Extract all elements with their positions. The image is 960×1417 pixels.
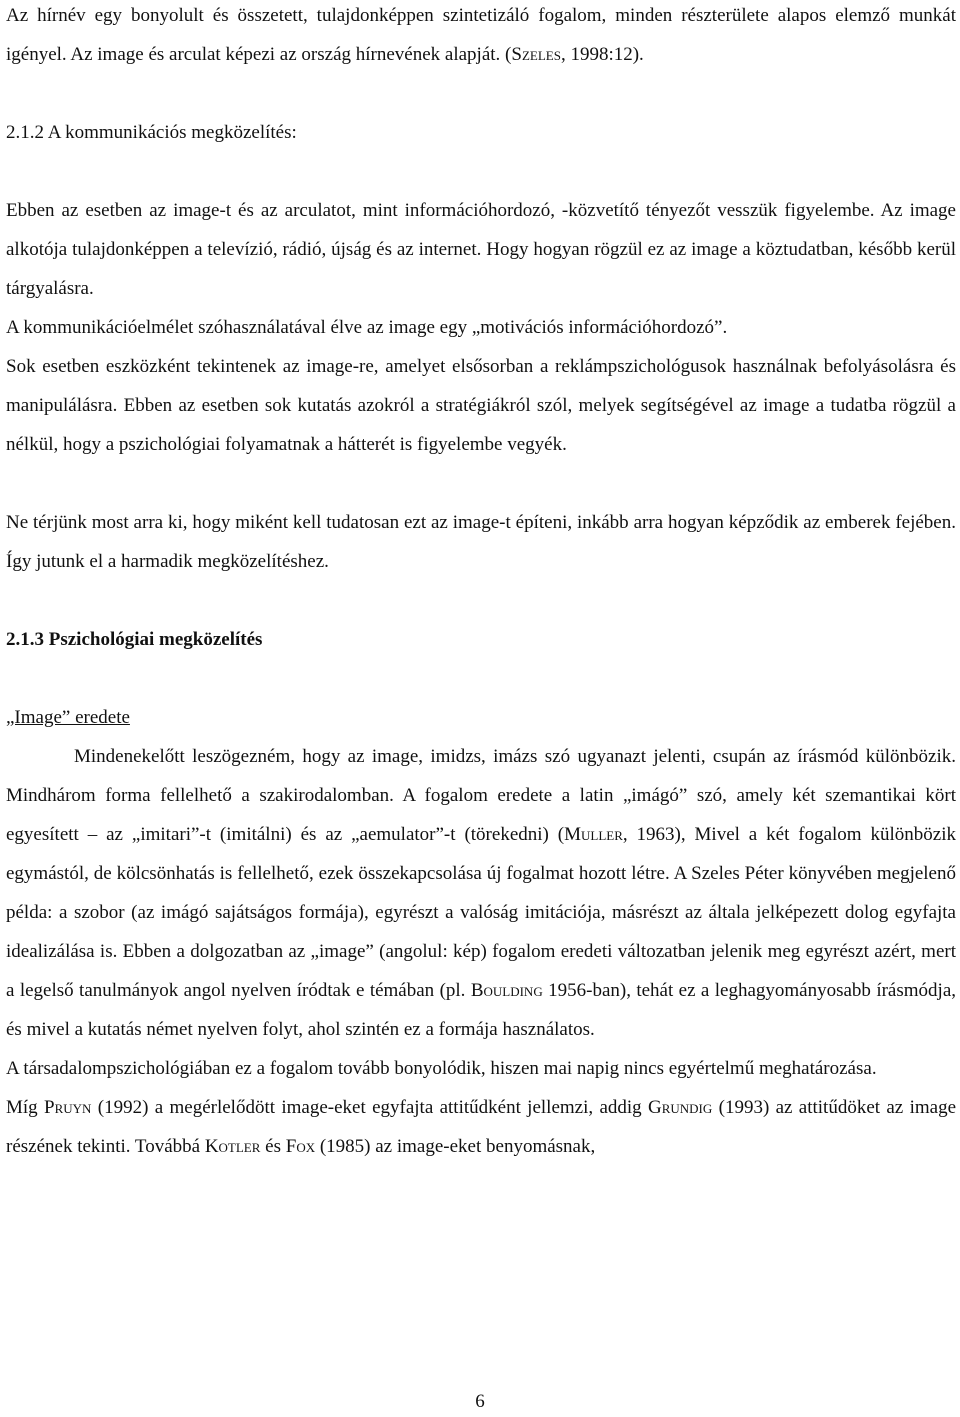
document-page (6, 0, 956, 1166)
paragraph: Mindenekelőtt leszögezném, hogy az image, imidzs, imázs szó ugyanazt jelenti, csupán az írásmód különbözik. Mindhárom forma fellelhető a szakirodalomban. A fogalom eredete a latin „imágó” szó, amely két szemantikai kört egyesített – az „imitari”-t (imitálni) és az „aemulator”-t (törekedni) (Muller, 1963), Mivel a két fogalom különbözik egymástól, de kölcsönhatás is fellelhető, ezek összekapcsolása új fogalmat hozott létre. A Szeles Péter könyvében megjelenő példa: a szobor (az imágó sajátságos formája), egyrészt a valóság imitációja, másrészt az általa jelképezett dolog egyfajta idealizálása is. Ebben a dolgozatban az „image” (angolul: kép) fogalom eredeti változatban jelenik meg egyrészt azért, mert a legelső tanulmányok angol nyelven íródtak e témában (pl. Boulding 1956-ban), tehát ez a leghagyományosabb írásmódja, és mivel a kutatás német nyelven folyt, ahol szintén ez a formája használatos. (6, 746, 956, 1040)
subsection-heading: „Image” eredete (6, 707, 130, 728)
citation-author: Boulding (470, 980, 543, 1001)
paragraph: Ne térjünk most arra ki, hogy miként kell tudatosan ezt az image-t építeni, inkább arra hogyan képződik az emberek fejében. Így jutunk el a harmadik megközelítéshez. (6, 512, 956, 572)
paragraph: Míg Pruyn (1992) a megérlelődött image-eket egyfajta attitűdként jellemzi, addig Grundig (1993) az attitűdöket az image részének tekinti. Továbbá Kotler és Fox (1985) az image-eket benyomásnak, (6, 1097, 956, 1157)
citation-author: Grundig (648, 1097, 713, 1118)
citation-author: Szeles (511, 44, 561, 65)
citation-author: Fox (285, 1136, 316, 1157)
citation-author: Kotler (204, 1136, 261, 1157)
section-heading-2-1-2: 2.1.2 A kommunikációs megközelítés: (6, 122, 297, 143)
page-number: 6 (475, 1391, 485, 1412)
section-heading-2-1-3: 2.1.3 Pszichológiai megközelítés (6, 629, 263, 650)
intro-paragraph: Az hírnév egy bonyolult és összetett, tulajdonképpen szintetizáló fogalom, minden részterülete alapos elemző munkát igényel. Az image és arculat képezi az ország hírnevének alapját. (Szeles, 1998:12). (6, 5, 956, 65)
paragraph: A kommunikációelmélet szóhasználatával élve az image egy „motivációs információhordozó”. (6, 317, 728, 338)
citation-author: Pruyn (44, 1097, 92, 1118)
paragraph: Sok esetben eszközként tekintenek az image-re, amelyet elsősorban a reklámpszichológusok használnak befolyásolásra és manipulálásra. Ebben az esetben sok kutatás azokról a stratégiákról szól, melyek segítségével az image a tudatba rögzül a nélkül, hogy a pszichológiai folyamatnak a hátterét is figyelembe vegyék. (6, 356, 956, 455)
citation-author: Muller (564, 824, 623, 845)
paragraph: Ebben az esetben az image-t és az arculatot, mint információhordozó, -közvetítő tényezőt vesszük figyelembe. Az image alkotója tulajdonképpen a televízió, rádió, újság és az internet. Hogy hogyan rögzül ez az image a köztudatban, később kerül tárgyalásra. (6, 200, 956, 299)
paragraph: A társadalompszichológiában ez a fogalom tovább bonyolódik, hiszen mai napig nincs egyértelmű meghatározása. (6, 1058, 877, 1079)
